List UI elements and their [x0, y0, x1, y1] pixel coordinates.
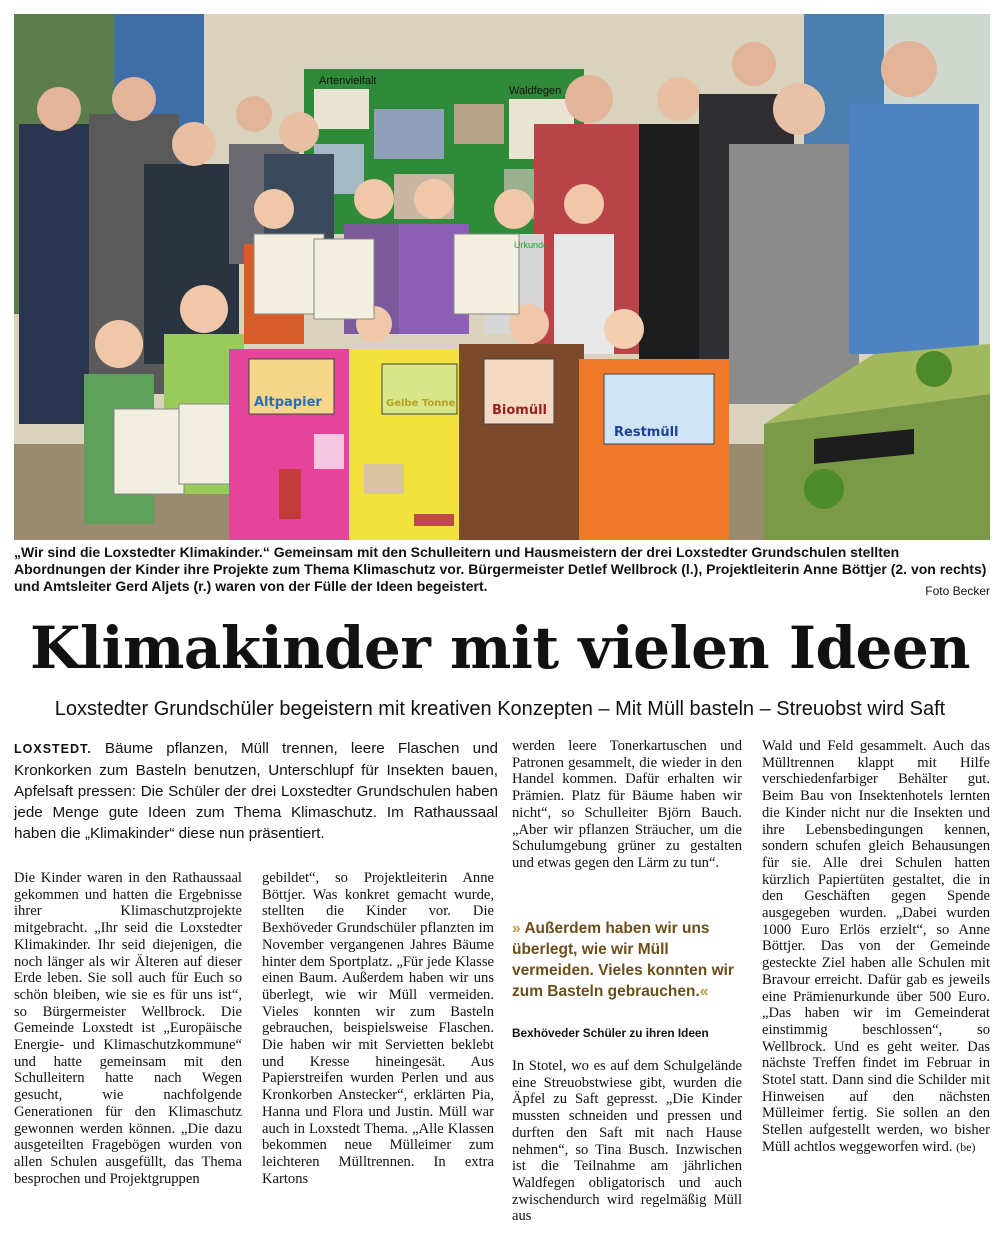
body-column-4-text: Wald und Feld gesammelt. Auch das Mülltrennen klappt mit Hilfe verschiedenfarbiger Behälter gut. Beim Bau von Insektenhotels lernten die Kinder nicht nur die Insekten und ihre Lebensbedingungen kennen, sondern schufen gleich Behausungen für sie. Alle drei Schulen hatten kürzlich Papiertüten gestaltet, die in den Geschäften gegen Spende ausgegeben wurden. „Dabei wurden 1000 Euro Erlös erzielt“, so Anne Böttjer. Das von der Gemeinde gesteckte Ziel haben alle Schulen mit Bravour erreicht. Dafür gab es jeweils eine Prämienurkunde über 500 Euro. „Das haben wir im Gemeinderat einstimmig beschlossen“, so Wellbrock. Und es geht weiter. Das nächste Treffen findet im Februar in Stotel statt. Dann sind die Schilder mit Hinweisen auf den nächsten Mülleimer fertig. Sie sollen an den Stellen aufgestellt werden, wo bisher Müll achtlos weggeworfen wird. — [762, 738, 990, 1155]
photo-caption — [14, 544, 990, 595]
photo-illustration — [14, 14, 990, 540]
body-column-2: gebildet“, so Projektleiterin Anne Böttjer. Was konkret gemacht wurde, stellten die Kinder vor. Die Bexhöveder Grundschüler pflanzten im November vergangenen Jahres Bäume hinter dem Sportplatz. „Für jede Klasse einen Baum. Außerdem haben wir uns überlegt, wie wir Müll vermeiden. Vieles konnten wir zum Basteln gebrauchen, beispielsweise Flaschen. Die haben wir mit Servietten beklebt und Kresse hineingesät. Aus Papierstreifen wurden Perlen und aus Kronkorben Anstecker“, erklärten Pia, Hanna und Flora und Justin. Müll war auch in Loxstedt Thema. „Alle Klassen bekommen neue Mülleimer zum leichteren Mülltrennen. In extra Kartons — [262, 870, 494, 1187]
poster-label-biomuell: Biomüll — [492, 403, 548, 418]
subheadline: Loxstedter Grundschüler begeistern mit kreativen Konzepten – Mit Müll basteln – Streuobst wird Saft — [54, 698, 946, 720]
certificate-title: Urkunde — [514, 240, 549, 250]
author-signature: (be) — [956, 1139, 976, 1154]
recycling-posters — [229, 344, 729, 540]
quote-open-mark: » — [512, 920, 521, 937]
body-column-3-top: werden leere Tonerkartuschen und Patronen gesammelt, die wieder in den Handel kommen. Dafür erhalten wir Prämien. Platz für Bäume haben wir nicht“, so Schulleiter Björn Bauch. „Aber wir pflanzen Sträucher, um die Schulumgebung grüner zu gestalten und etwas gegen den Lärm zu tun“. — [512, 738, 742, 871]
pull-quote-source: Bexhöveder Schüler zu ihren Ideen — [512, 1026, 709, 1040]
intro-text: Bäume pflanzen, Müll trennen, leere Flaschen und Kronkorken zum Basteln benutzen, Unterschlupf für Insekten bauen, Apfelsaft pressen: Die Schüler der drei Loxstedter Grundschulen haben jede Menge gute Ideen zum Thema Klimaschutz. Im Rathaussaal haben die „Klimakinder“ diese nun präsentiert. — [14, 740, 498, 842]
body-column-1: Die Kinder waren in den Rathaussaal gekommen und hatten die Ergebnisse ihrer Klimaschutzprojekte mitgebracht. „Ihr seid die Loxstedter Klimakinder. Ihr seid diejenigen, die noch länger als wir Älteren auf dieser Erde leben. Sie soll auch für Euch so schön bleiben, wie sie es für uns ist“, so Bürgermeister Wellbrock. Die Gemeinde Loxstedt ist „Europäische Energie- und Klimaschutzkommune“ und hatte gemeinsam mit den Schulleitern hatte nach Wegen gesucht, wie nachfolgende Generationen für den Klimaschutz gewonnen werden können. „Die dazu ausgeteilten Fragebögen wurden von allen Schulen ausgefüllt, das Thema besprochen und Projektgruppen — [14, 870, 242, 1187]
poster-label-restmuell: Restmüll — [614, 425, 679, 440]
poster-label-altpapier: Altpapier — [254, 395, 322, 410]
caption-lead: „Wir sind die Loxstedter Klimakinder.“ — [14, 544, 270, 560]
dateline: LOXSTEDT. — [14, 742, 92, 756]
intro-paragraph — [14, 738, 498, 844]
body-column-4 — [762, 738, 990, 1156]
caption-text: Gemeinsam mit den Schulleitern und Hausmeistern der drei Loxstedter Grundschulen stellten Abordnungen der Kinder ihre Projekte zum Thema Klimaschutz vor. Bürgermeister Detlef Wellbrock (l.), Projektleiterin Anne Böttjer (2. von rechts) und Amtsleiter Gerd Aljets (r.) waren von der Fülle der Ideen begeistert. — [14, 544, 987, 594]
pull-quote — [512, 918, 742, 1002]
board-label-left: Artenvielfalt — [319, 75, 377, 87]
group-photo — [14, 14, 990, 540]
quote-close-mark: « — [699, 983, 709, 1000]
poster-label-gelbe-tonne: Gelbe Tonne — [386, 398, 456, 409]
pull-quote-text: Außerdem haben wir uns überlegt, wie wir Müll vermeiden. Vieles konnten wir zum Basteln gebrauchen. — [512, 920, 734, 1000]
body-column-3-bottom: In Stotel, wo es auf dem Schulgelände eine Streuobstwiese gibt, wurden die Äpfel zu Saft gepresst. „Die Kinder mussten schneiden und pressen und durften den Saft mit nach Hause nehmen“, so Tina Busch. Inzwischen ist die Teilnahme am jährlichen Waldfegen obligatorisch und auch zwischendurch wird regelmäßig Müll aus — [512, 1058, 742, 1225]
photo-credit: Foto Becker — [925, 584, 990, 598]
board-label-right: Waldfegen — [509, 85, 562, 97]
headline: Klimakinder mit vielen Ideen — [30, 614, 970, 682]
